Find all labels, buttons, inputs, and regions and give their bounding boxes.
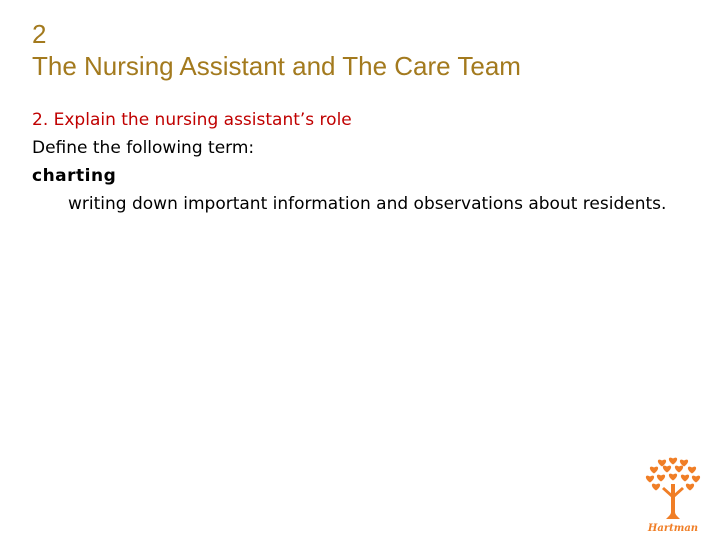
- tree-heart: [657, 475, 665, 482]
- heart-tree-icon: [640, 456, 706, 536]
- tree-heart: [675, 466, 683, 473]
- instruction-text: Define the following term:: [32, 138, 255, 158]
- tree-heart: [680, 460, 688, 467]
- tree-heart: [688, 467, 696, 474]
- tree-heart: [669, 458, 677, 465]
- learning-objective: 2. Explain the nursing assistant’s role: [32, 110, 352, 130]
- hartman-logo: [640, 456, 706, 536]
- slide-body: [32, 106, 682, 217]
- term-definition: writing down important information and observations about residents.: [68, 194, 667, 214]
- chapter-number: 2: [32, 19, 47, 49]
- tree-heart: [658, 460, 666, 467]
- tree-heart: [646, 476, 654, 483]
- slide-title: [32, 18, 521, 82]
- tree-heart: [650, 467, 658, 474]
- vocabulary-term: charting: [32, 166, 117, 186]
- logo-wordmark: Hartman: [647, 523, 699, 534]
- tree-heart: [692, 476, 700, 483]
- tree-heart: [663, 466, 671, 473]
- tree-heart: [669, 474, 677, 481]
- tree-trunk: [666, 484, 680, 519]
- tree-heart: [652, 484, 660, 491]
- tree-heart: [686, 484, 694, 491]
- tree-heart: [681, 475, 689, 482]
- chapter-title: The Nursing Assistant and The Care Team: [32, 51, 521, 81]
